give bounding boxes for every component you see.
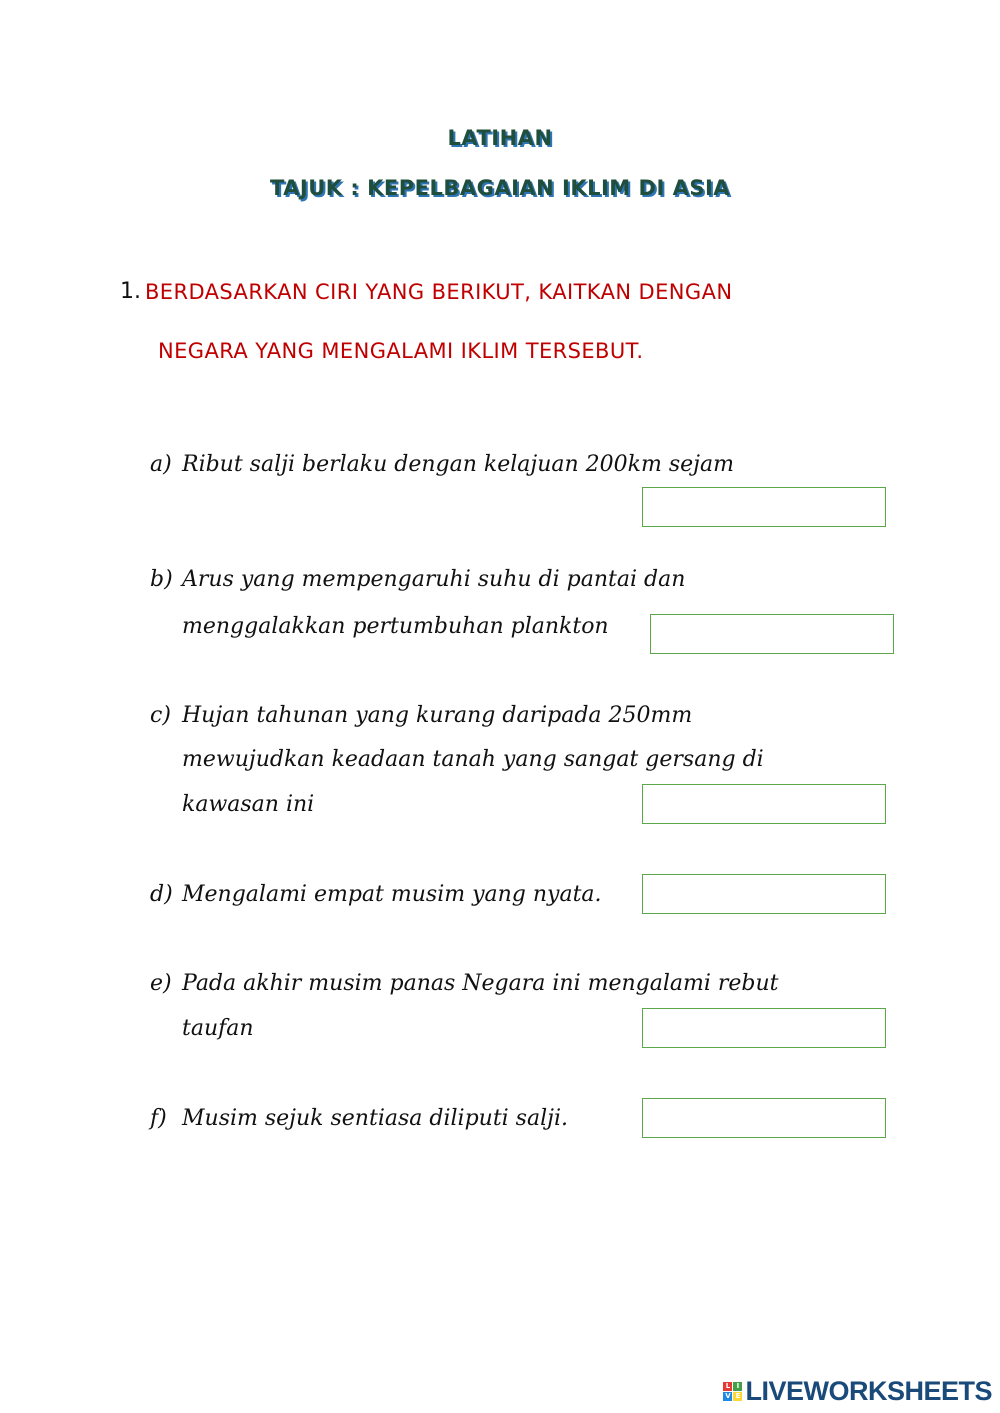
item-a-text: Ribut salji berlaku dengan kelajuan 200km sejam <box>182 452 734 477</box>
item-c-text-2: mewujudkan keadaan tanah yang sangat gersang di <box>182 747 764 772</box>
answer-box-e[interactable] <box>642 1008 886 1048</box>
item-b-text-2: menggalakkan pertumbuhan plankton <box>182 614 609 639</box>
item-e-text-2: taufan <box>182 1016 254 1041</box>
worksheet-title: LATIHAN <box>447 126 553 150</box>
item-a-letter: a) <box>150 452 172 477</box>
item-b-letter: b) <box>150 567 173 592</box>
item-d-text: Mengalami empat musim yang nyata. <box>182 882 602 907</box>
item-c-letter: c) <box>150 703 171 728</box>
item-c-text-3: kawasan ini <box>182 792 315 817</box>
item-e-letter: e) <box>150 971 172 996</box>
worksheet-subtitle: TAJUK : KEPELBAGAIAN IKLIM DI ASIA <box>269 176 731 200</box>
answer-box-d[interactable] <box>642 874 886 914</box>
logo-cell-l: L <box>723 1382 732 1391</box>
item-c-text-1: Hujan tahunan yang kurang daripada 250mm <box>182 703 693 728</box>
logo-cell-v: V <box>725 1392 731 1400</box>
item-f-letter: f) <box>150 1106 167 1131</box>
item-f-text: Musim sejuk sentiasa diliputi salji. <box>182 1106 568 1131</box>
item-e-text-1: Pada akhir musim panas Negara ini mengalami rebut <box>182 971 779 996</box>
answer-box-c[interactable] <box>642 784 886 824</box>
answer-box-b[interactable] <box>650 614 894 654</box>
logo-cell-i: I <box>733 1382 742 1391</box>
question-number: 1. <box>120 279 141 304</box>
answer-box-a[interactable] <box>642 487 886 527</box>
liveworksheets-icon <box>723 1382 742 1401</box>
liveworksheets-logo <box>723 1376 992 1407</box>
liveworksheets-brand: LIVEWORKSHEETS <box>745 1376 992 1406</box>
instruction-line-2: NEGARA YANG MENGALAMI IKLIM TERSEBUT. <box>158 339 644 363</box>
instruction-line-1: BERDASARKAN CIRI YANG BERIKUT, KAITKAN DENGAN <box>145 280 733 304</box>
logo-cell-e: E <box>733 1392 742 1401</box>
item-d-letter: d) <box>150 882 173 907</box>
answer-box-f[interactable] <box>642 1098 886 1138</box>
item-b-text-1: Arus yang mempengaruhi suhu di pantai dan <box>182 567 686 592</box>
